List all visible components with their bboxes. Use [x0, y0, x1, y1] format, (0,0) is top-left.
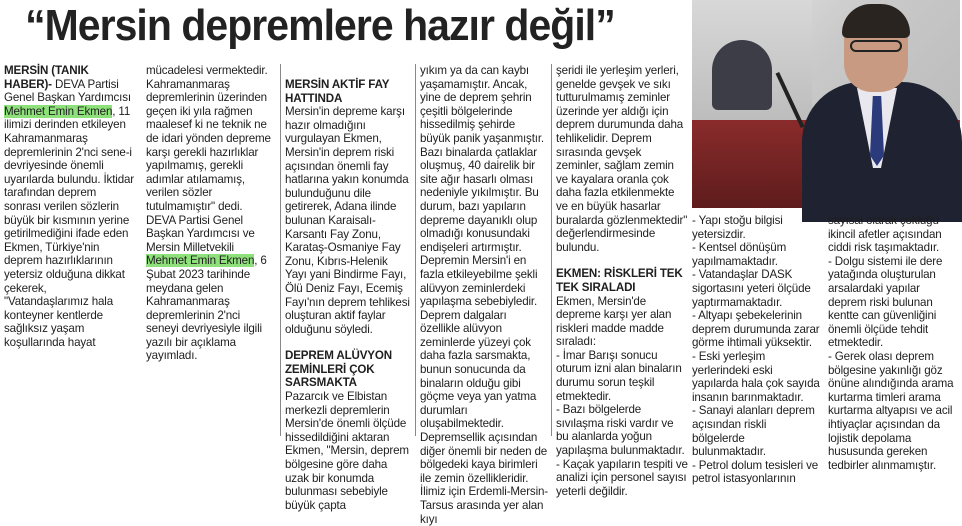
column-3	[285, 78, 411, 512]
risk-list-item: - Eski yerleşim yerlerindeki eski yapılarda hala çok sayıda insanın barınmaktadır.	[692, 349, 820, 404]
risk-list-item: - Petrol dolum tesisleri ve petrol istasyonlarının	[692, 458, 819, 486]
risk-list-item: - Kentsel dönüşüm yapılmamaktadır.	[692, 241, 787, 268]
risk-list-item: - Altyapı şebekelerinin deprem durumunda zarar görme ihtimali yüksektir.	[692, 309, 820, 350]
column-5-paragraph-2: Ekmen, Mersin'de depreme karşı yer alan riskleri madde madde sıraladı:	[556, 294, 672, 349]
column-2-text: mücadelesi vermektedir. Kahramanmaraş depremlerinin üzerinden geçen iki yıla rağmen maalesef ki ne teknik ne de idari yönden depreme karşı gerekli hazırlıklar yapılmamış, gerekli adımlar atılamamış, verilen sözler tutulmamıştır" dedi. DEVA Partisi Genel Başkan Yardımcısı ve Mersin Milletvekili Mehmet Emin Ekmen, 6 Şubat 2023 tarihinde meydana gelen Kahramanmaraş depremlerinin 2'nci seneyi devriyesiyle ilgili yazılı bir açıklama yayımladı.	[146, 64, 271, 363]
risk-list-item: - Gerek olası deprem bölgesine yakınlığı göz önüne alındığında arama kurtarma timleri arama kurtarma altyapısı ve acil ihtiyaçlar açısından da lojistik depolama hususunda gereken tedbirler alınmamıştır.	[828, 349, 954, 472]
risk-list-item: - Kaçak yapıların tespiti ve analizi için personel sayısı yeterli değildir.	[556, 457, 688, 498]
risk-list-item: - Sanayi alanları deprem açısından riskli bölgelerde bulunmaktadır.	[692, 404, 815, 459]
headline: “Mersin depremlere hazır değil”	[25, 1, 615, 50]
column-rule	[551, 64, 552, 436]
column-2	[146, 64, 274, 436]
risk-list-item: - Yapı stoğu bilgisi yetersizdir.	[692, 214, 783, 241]
column-3-paragraph-2: Pazarcık ve Elbistan merkezli depremlerin Mersin'de önemli ölçüde hissedildiğini aktaran Ekmen, "Mersin, deprem bölgesine göre daha uzak bir konumda bulunması sebebiyle büyük çapta	[285, 390, 409, 512]
column-5-paragraph-1: şeridi ile yerleşim yerleri, genelde gevşek ve sıkı tutturulmamış zeminler üzerinde yer aldığı için deprem durumunda daha tehlikelidir. Deprem sırasında gevşek zeminler, sağlam zemin ve kayalara oranla çok daha fazla etkilenmekte ve en büyük hasarlar buralarda gözlenmektedir" değerlendirmesinde bulundu.	[556, 64, 688, 254]
column-1-text: MERSİN (TANIK HABER)- DEVA Partisi Genel Başkan Yardımcısı Mehmet Emin Ekmen, 11 ilimizi derinden etkileyen Kahramanmaraş depremlerinin 2'nci sene-i devriyesinde önemli uyarılarda bulundu. İktidar tarafından deprem sonrası verilen sözlerin büyük bir kısmının yerine getirilmediğini ifade eden Ekmen, Türkiye'nin deprem hazırlıklarının yetersiz olduğuna dikkat çekerek, "Vatandaşlarımız hala konteyner kentlerde sağlıksız yaşam koşullarında hayat	[4, 64, 135, 349]
column-1	[4, 64, 134, 436]
column-6	[692, 214, 820, 486]
column-5	[556, 64, 688, 498]
portrait-photo	[692, 0, 960, 208]
risk-list-item: - Vatandaşlar DASK sigortasını yeteri ölçüde yaptırmamaktadır.	[692, 268, 811, 309]
risk-list-item: - İmar Barışı sonucu oturum izni alan binaların durumu sorun teşkil etmektedir.	[556, 348, 682, 403]
column-7-paragraph: sayısal olarak çokluğu ikincil afetler açısından ciddi risk taşımaktadır.	[828, 214, 942, 255]
column-7	[828, 214, 958, 472]
column-4	[420, 64, 548, 526]
risk-list-item: - Dolgu sistemi ile dere yatağında oluşturulan arsalardaki yapılar deprem riski bulunan kentte can güvenliğini önemli ölçüde tehdit etmektedir.	[828, 254, 943, 350]
column-rule	[415, 64, 416, 436]
subheading-alluvium: DEPREM ALÜVYON ZEMİNLERİ ÇOK SARSMAKTA	[285, 349, 392, 390]
highlighted-name: Mehmet Emin Ekmen	[4, 104, 113, 118]
highlighted-name: Mehmet Emin Ekmen	[146, 254, 255, 268]
column-rule	[280, 64, 281, 436]
risk-list-item: - Bazı bölgelerde sıvılaşma riski vardır ve bu alanlarda yoğun yapılaşma bulunmaktadır.	[556, 403, 685, 458]
column-4-text: yıkım ya da can kaybı yaşamamıştır. Ancak, yine de deprem şehrin çeşitli bölgelerinde hissedilmiş şehirde büyük panik yaşanmıştır. Bazı binalarda çatlaklar oluşmuş, 40 dairelik bir site ağır hasarlı olması nedeniyle yıkılmıştır. Bu durum, bazı yapıların depreme dayanıklı olup olmadığı konusundaki endişeleri artırmıştır. Depremin Mersin'i en fazla etkileyebilme şekli alüvyon zeminlerdeki yapılaşma sebebiyledir. Deprem dalgaları özellikle alüvyon zeminlerde yüzeyi çok daha fazla sarsmakta, bunun sonucunda da binaların olduğu gibi göçme veya yan yatma durumları oluşabilmektedir. Depremsellik açısından diğer önemli bir neden de bölgedeki kaya birimleri ile zemin özellikleridir. İlimiz için Erdemli-Mersin-Tarsus arasında yer alan kıyı	[420, 64, 548, 526]
subheading-fault-line: MERSİN AKTİF FAY HATTINDA	[285, 78, 390, 105]
dateline: MERSİN (TANIK HABER)-	[4, 64, 89, 91]
subheading-risks: EKMEN: RİSKLERİ TEK TEK SIRALADI	[556, 267, 683, 294]
column-3-paragraph-1: Mersin'in depreme karşı hazır olmadığını vurgulayan Ekmen, Mersin'in deprem riski açısından önemli fay hatlarına yakın konumda bulunduğunu dile getirerek, Adana ilinde bulunan Karaisalı-Karsantı Fay Zonu, Karataş-Osmaniye Fay Zonu, Kıbrıs-Helenik Yayı yani Bindirme Fayı, Ölü Deniz Fayı, Ecemiş Fayı'nın deprem tehlikesi oluşturan aktif faylar olduğunu söyledi.	[285, 105, 410, 336]
